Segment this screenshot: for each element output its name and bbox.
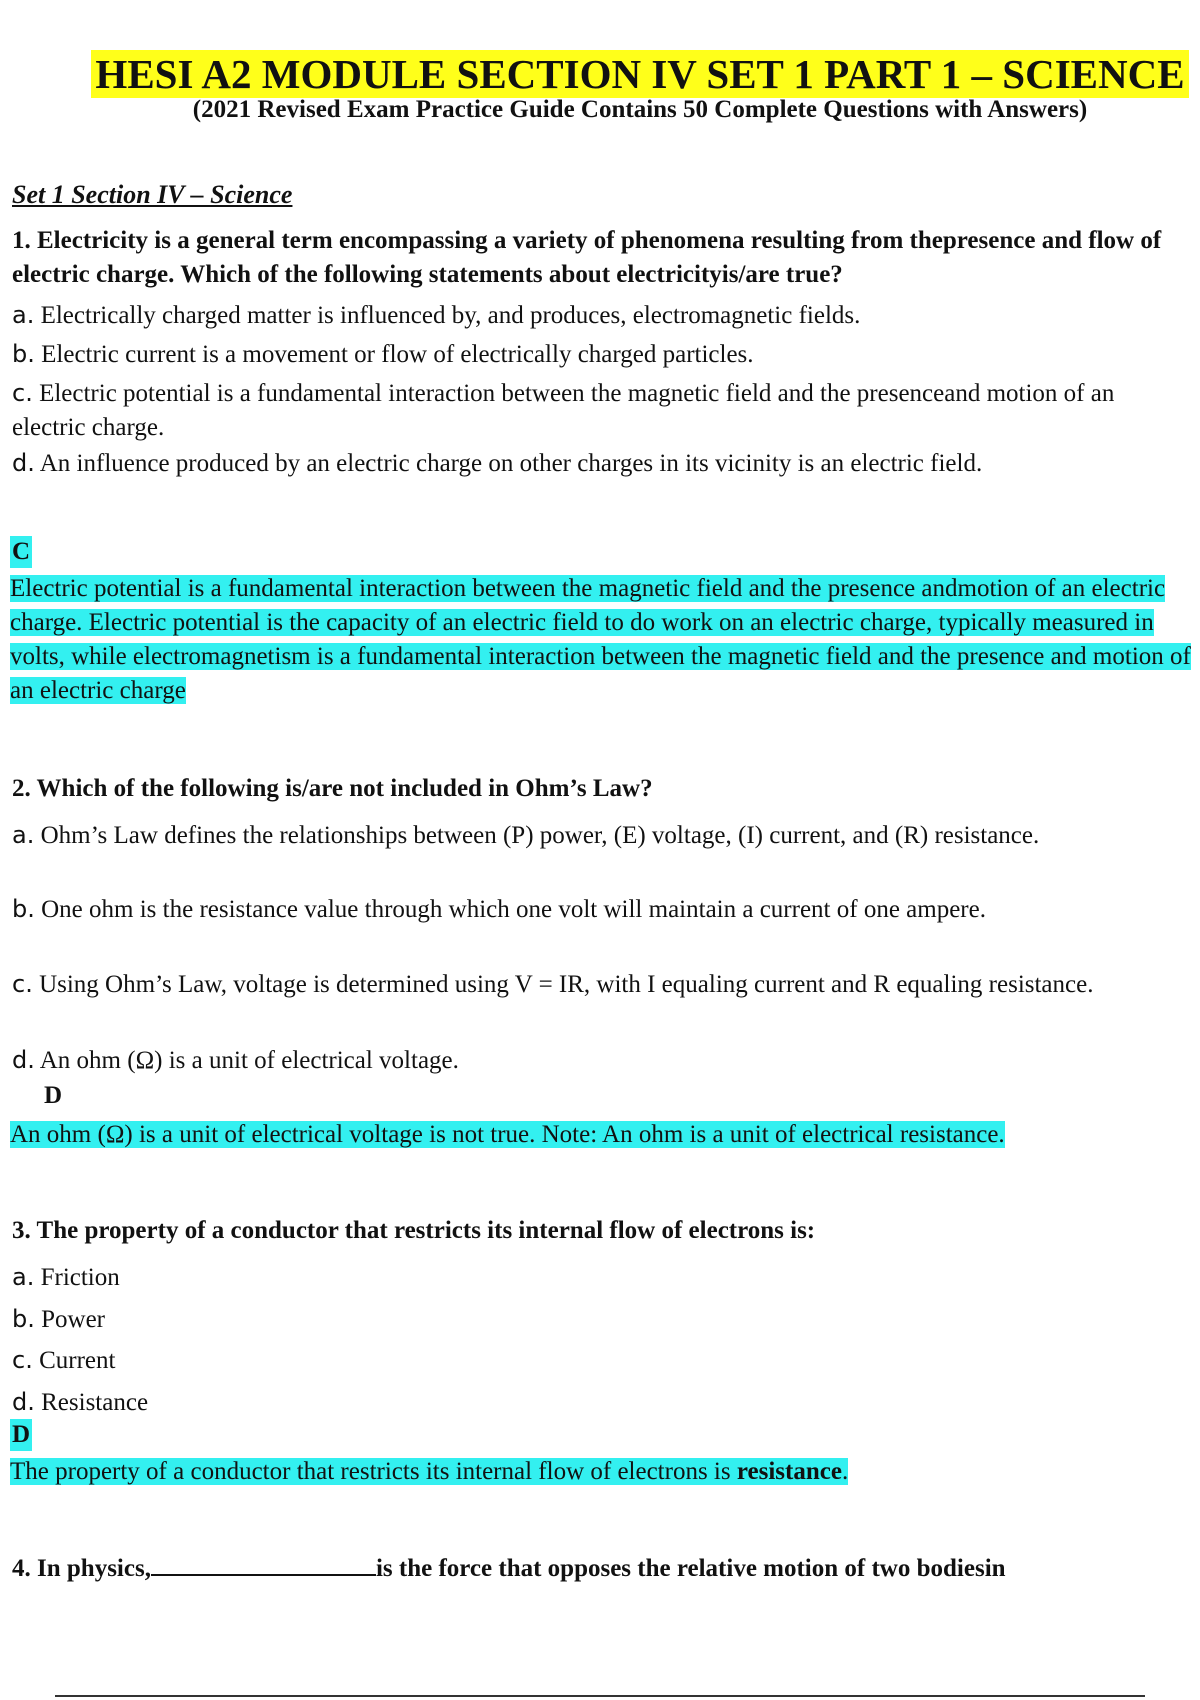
question-3-option-a — [12, 1260, 1162, 1295]
option-text: Ohm’s Law defines the relationships between (P) power, (E) voltage, (I) current, and (R) resistance. — [40, 822, 1040, 849]
question-1-explanation — [10, 572, 1200, 708]
question-4-stem-post: is the force that opposes the relative motion of two bodiesin — [375, 1555, 1006, 1582]
option-text: Electric potential is a fundamental interaction between the magnetic field and the presenceand motion of an electric charge. — [12, 380, 1115, 441]
explanation-text: An ohm (Ω) is a unit of electrical voltage is not true. Note: An ohm is a unit of electrical resistance. — [10, 1121, 1005, 1148]
option-letter: d. — [12, 1046, 35, 1074]
option-letter: b. — [12, 340, 35, 368]
option-letter: c. — [12, 1346, 33, 1374]
question-3-explanation — [10, 1455, 1200, 1489]
question-2-option-d — [12, 1043, 1162, 1078]
option-text: Using Ohm’s Law, voltage is determined using V = IR, with I equaling current and R equaling resistance. — [39, 971, 1094, 998]
question-2-option-b — [12, 892, 1162, 927]
question-1-option-a — [12, 298, 1162, 333]
option-text: Electrically charged matter is influenced by, and produces, electromagnetic fields. — [40, 302, 861, 329]
explanation-text — [10, 1458, 848, 1485]
bottom-rule — [55, 1695, 1145, 1697]
option-text: Electric current is a movement or flow of electrically charged particles. — [41, 341, 754, 368]
question-3-answer: D — [10, 1419, 32, 1451]
option-letter: d. — [12, 1388, 35, 1416]
option-letter: a. — [12, 1263, 35, 1291]
title-wrap — [0, 50, 1200, 98]
option-letter: b. — [12, 1305, 35, 1333]
question-1-option-c — [12, 376, 1162, 445]
question-1-answer: C — [10, 536, 32, 568]
question-3-option-d — [12, 1385, 1162, 1420]
fill-in-blank — [151, 1574, 376, 1576]
question-2-explanation — [10, 1118, 1200, 1152]
question-3-option-b — [12, 1302, 1162, 1337]
option-letter: c. — [12, 970, 33, 998]
question-3-stem: 3. The property of a conductor that restricts its internal flow of electrons is: — [12, 1217, 816, 1244]
document-title: HESI A2 MODULE SECTION IV SET 1 PART 1 – SCIENCE — [91, 50, 1188, 98]
section-title: Set 1 Section IV – Science — [12, 180, 293, 209]
explanation-text-pre: The property of a conductor that restricts its internal flow of electrons is — [10, 1458, 731, 1485]
question-2-option-a — [12, 818, 1162, 853]
option-text: Friction — [40, 1264, 120, 1291]
option-letter: b. — [12, 895, 35, 923]
question-1-option-b — [12, 337, 1162, 372]
option-text: Power — [41, 1306, 106, 1333]
option-letter: a. — [12, 821, 35, 849]
document-subtitle: (2021 Revised Exam Practice Guide Contains 50 Complete Questions with Answers) — [192, 96, 1088, 123]
explanation-text: Electric potential is a fundamental interaction between the magnetic field and the presence andmotion of an electric charge. Electric potential is the capacity of an electric field to do work on an electric charge, typically measured in volts, while electromagnetism is a fundamental interaction between the magnetic field and the presence and motion of an electric charge — [10, 575, 1191, 704]
explanation-text-post: . — [841, 1458, 849, 1485]
explanation-keyword: resistance — [736, 1458, 842, 1485]
option-letter: d. — [12, 449, 35, 477]
question-4-stem-pre: 4. In physics, — [12, 1555, 151, 1582]
option-text: Resistance — [41, 1389, 149, 1416]
question-1-option-d — [12, 446, 1162, 481]
question-1-stem: 1. Electricity is a general term encompassing a variety of phenomena resulting from thepresence and flow of electric charge. Which of the following statements about electricityis/are true? — [12, 227, 1162, 288]
option-text: Current — [39, 1347, 116, 1374]
option-text: An influence produced by an electric charge on other charges in its vicinity is an electric field. — [39, 450, 983, 477]
option-text: An ohm (Ω) is a unit of electrical voltage. — [39, 1047, 459, 1074]
question-4-stem — [12, 1552, 1192, 1586]
option-letter: c. — [12, 379, 33, 407]
question-2-stem: 2. Which of the following is/are not included in Ohm’s Law? — [12, 775, 653, 802]
question-3-option-c — [12, 1343, 1162, 1378]
option-text: One ohm is the resistance value through which one volt will maintain a current of one ampere. — [41, 896, 986, 923]
question-2-option-c — [12, 967, 1162, 1002]
option-letter: a. — [12, 301, 35, 329]
question-2-answer: D — [44, 1082, 63, 1109]
